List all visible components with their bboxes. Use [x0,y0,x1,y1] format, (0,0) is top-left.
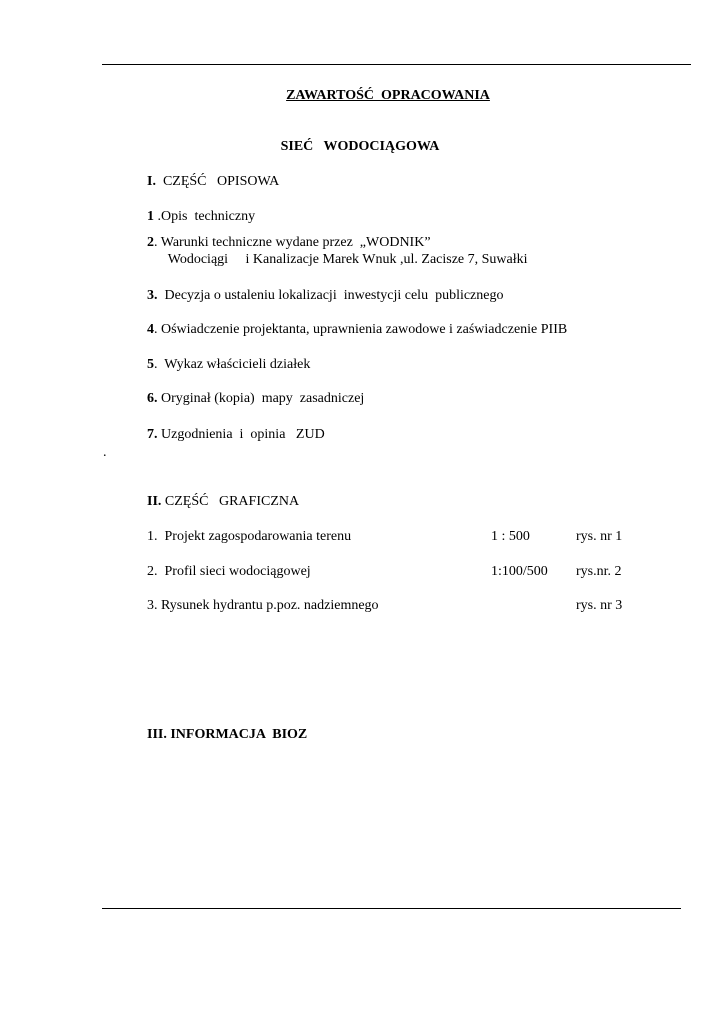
drawing-scale: 1 : 500 [491,529,530,544]
list-item-2-continuation: Wodociągi i Kanalizacje Marek Wnuk ,ul. Zacisze 7, Suwałki [147,252,528,267]
drawing-label: 3. Rysunek hydrantu p.poz. nadziemnego [147,598,379,613]
list-item-2 [147,234,431,251]
section-1-number: I. [147,174,156,189]
section-2-number: II. [147,494,162,509]
list-item-text: Decyzja o ustaleniu lokalizacji inwestycji celu publicznego [157,288,504,303]
list-item-text: .Opis techniczny [154,209,256,224]
list-item-number: 5 [147,357,154,372]
drawing-ref: rys. nr 1 [576,529,623,544]
section-1-title: CZĘŚĆ OPISOWA [155,174,280,189]
drawing-ref: rys.nr. 2 [576,564,622,579]
document-subtitle: SIEĆ WODOCIĄGOWA [280,139,440,154]
section-3-heading: III. INFORMACJA BIOZ [147,727,308,742]
list-item-number: 1 [147,209,154,224]
drawing-label: 1. Projekt zagospodarowania terenu [147,529,352,544]
list-item-number: 3. [147,288,158,303]
list-item-3 [147,287,504,304]
bottom-rule [102,908,681,909]
list-item-5 [147,356,310,373]
list-item-text: . Wykaz właścicieli działek [154,357,311,372]
list-item-1 [147,208,255,225]
list-item-number: 7. [147,427,158,442]
list-item-text: . Oświadczenie projektanta, uprawnienia zawodowe i zaświadczenie PIIB [154,322,568,337]
list-item-6 [147,390,364,407]
list-item-4 [147,321,567,338]
drawing-scale: 1:100/500 [491,564,548,579]
list-item-text: Uzgodnienia i opinia ZUD [157,427,325,442]
section-2-title: CZĘŚĆ GRAFICZNA [161,494,300,509]
list-item-number: 6. [147,391,158,406]
list-item-number: 4 [147,322,154,337]
drawing-label: 2. Profil sieci wodociągowej [147,564,311,579]
stray-dot: . [103,445,107,460]
top-rule [102,64,691,65]
section-1-heading [147,173,279,190]
drawing-ref: rys. nr 3 [576,598,623,613]
document-title: ZAWARTOŚĆ OPRACOWANIA [286,88,490,103]
list-item-number: 2 [147,235,154,250]
section-2-heading [147,493,299,510]
list-item-text: . Warunki techniczne wydane przez „WODNIK” [154,235,431,250]
list-item-7 [147,426,325,443]
list-item-text: Oryginał (kopia) mapy zasadniczej [157,391,365,406]
